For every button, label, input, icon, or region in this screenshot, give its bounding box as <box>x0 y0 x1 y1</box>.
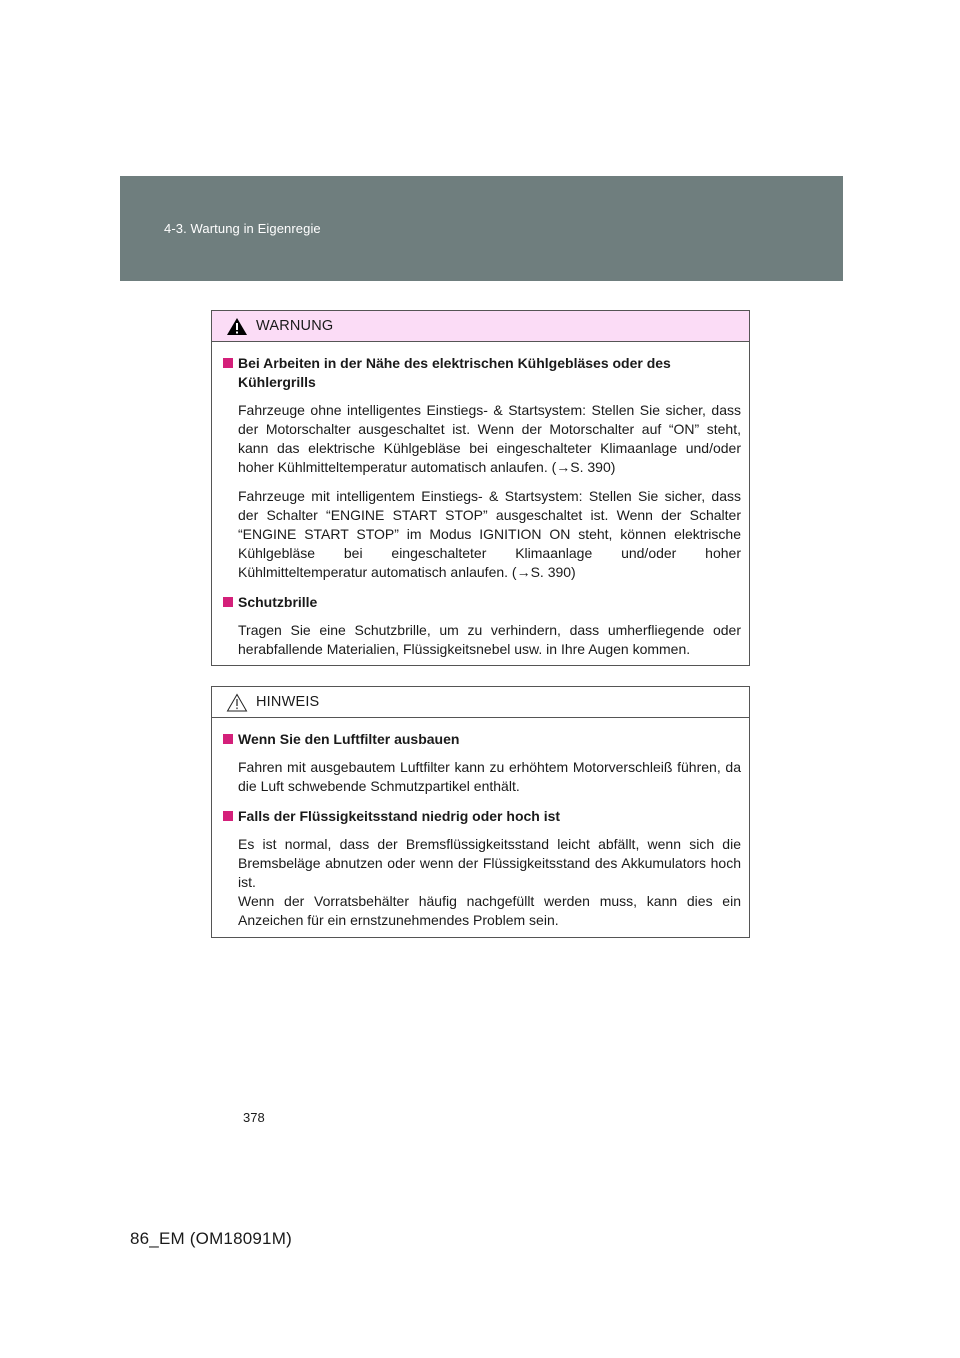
document-code: 86_EM (OM18091M) <box>130 1229 292 1248</box>
warning-paragraph: Fahrzeuge ohne intelligentes Einstiegs- & Startsystem: Stellen Sie sicher, dass der Motorschalter ausgeschaltet ist. Wenn der Motorschalter auf “ON” steht, kann das elektrische Kühlgebläse bei eingeschalteter Klimaanlage und/oder hoher Kühlmitteltemperatur automatisch anlaufen. (→S. 390) <box>238 402 741 475</box>
warning-paragraph: Tragen Sie eine Schutzbrille, um zu verhindern, dass umherfliegende oder herabfallende Materialien, Flüssigkeitsnebel usw. in Ihre Augen kommen. <box>238 622 741 657</box>
warning-item-heading: Schutzbrille <box>222 593 741 612</box>
notice-triangle-icon <box>226 693 248 712</box>
section-title: 4-3. Wartung in Eigenregie <box>164 221 321 236</box>
bullet-square-icon <box>223 811 233 821</box>
notice-box-header <box>212 687 749 718</box>
warning-item-heading: Bei Arbeiten in der Nähe des elektrischen Kühlgebläses oder des Kühlergrills <box>222 354 741 392</box>
bullet-square-icon <box>223 734 233 744</box>
warning-triangle-icon <box>226 317 248 336</box>
section-header-band <box>120 176 843 281</box>
notice-box-body <box>212 718 749 930</box>
bullet-square-icon <box>223 597 233 607</box>
warning-paragraph: Fahrzeuge mit intelligentem Einstiegs- & Startsystem: Stellen Sie sicher, dass der Schalter “ENGINE START STOP” ausgeschaltet ist. Wenn der Schalter “ENGINE START STOP” im Modus IGNITION ON steht, können elektrische Kühlgebläse bei eingeschalteter Klimaanlage und/oder hoher Kühlmitteltemperatur automatisch anlaufen. (→S. 390) <box>238 488 741 580</box>
warning-box-body <box>212 342 749 659</box>
notice-paragraph: Fahren mit ausgebautem Luftfilter kann zu erhöhtem Motorverschleiß führen, da die Luft schwebende Schmutzpartikel enthält. <box>238 759 741 794</box>
notice-title: HINWEIS <box>256 694 320 710</box>
notice-paragraph: Es ist normal, dass der Bremsflüssigkeitsstand leicht abfällt, wenn sich die Bremsbeläge abnutzen oder wenn der Flüssigkeitsstand des Akkumulators hoch ist. Wenn der Vorratsbehälter häufig nachgefüllt werden muss, kann dies ein Anzeichen für ein ernstzunehmendes Problem sein. <box>238 836 741 928</box>
warning-box-header <box>212 311 749 342</box>
notice-item-heading: Falls der Flüssigkeitsstand niedrig oder hoch ist <box>222 807 741 826</box>
notice-box <box>211 686 750 938</box>
warning-box <box>211 310 750 666</box>
warning-title: WARNUNG <box>256 318 334 334</box>
page-number: 378 <box>243 1110 265 1125</box>
bullet-square-icon <box>223 358 233 368</box>
notice-item-heading: Wenn Sie den Luftfilter ausbauen <box>222 730 741 749</box>
